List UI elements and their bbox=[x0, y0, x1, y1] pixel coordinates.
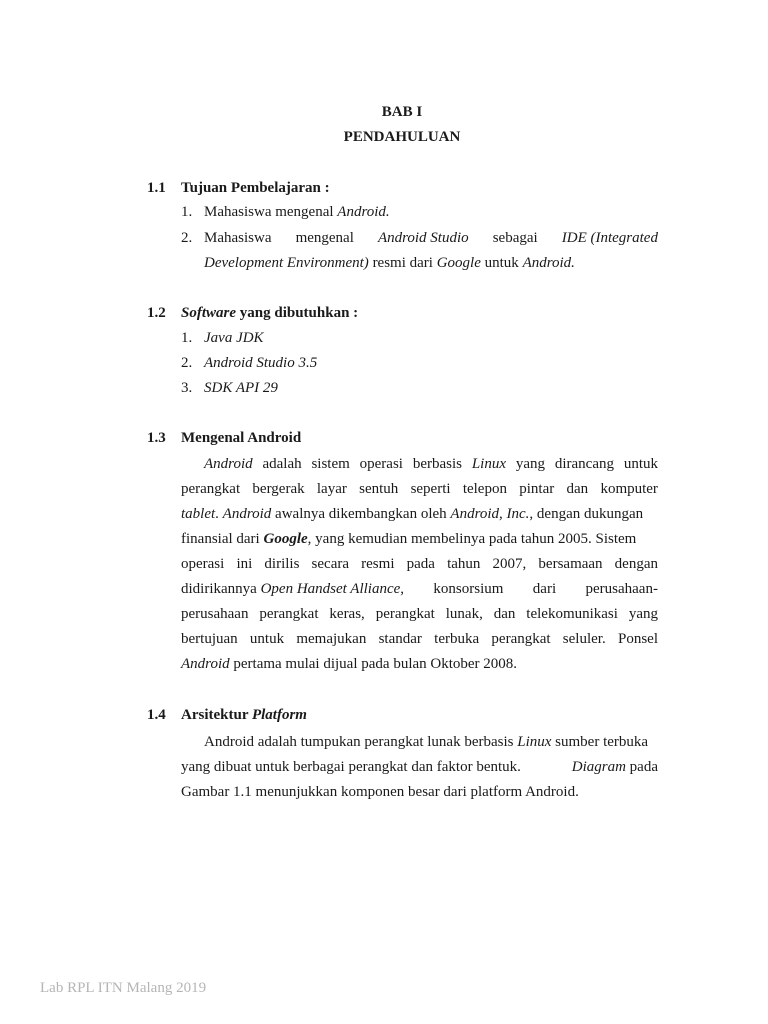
paragraph-line: perangkat bergerak layar sentuh seperti telepon pintar dan komputer bbox=[181, 481, 658, 497]
list-number: 3. bbox=[181, 380, 193, 396]
paragraph-line: didirikannya Open Handset Alliance, konsorsium dari perusahaan- bbox=[181, 581, 658, 597]
section-title: Mengenal Android bbox=[181, 430, 302, 446]
list-number: 1. bbox=[181, 330, 193, 346]
list-item: Mahasiswa mengenal Android. bbox=[204, 204, 390, 220]
paragraph-line: finansial dari Google, yang kemudian membelinya pada tahun 2005. Sistem bbox=[181, 531, 637, 547]
paragraph-line: Gambar 1.1 menunjukkan komponen besar dari platform Android. bbox=[181, 784, 579, 800]
chapter-number: BAB I bbox=[381, 104, 423, 120]
paragraph-line: Android adalah sistem operasi berbasis Linux yang dirancang untuk bbox=[204, 456, 658, 472]
section-title: Arsitektur Platform bbox=[181, 707, 307, 723]
chapter-title: PENDAHULUAN bbox=[343, 129, 461, 145]
section-number: 1.4 bbox=[147, 707, 166, 723]
list-item: SDK API 29 bbox=[204, 380, 278, 396]
page-footer: Lab RPL ITN Malang 2019 bbox=[40, 980, 207, 996]
paragraph-line: tablet. Android awalnya dikembangkan oleh Android, Inc., dengan dukungan bbox=[181, 506, 644, 522]
list-item-continuation: Development Environment) resmi dari Google untuk Android. bbox=[204, 255, 575, 271]
list-item: Mahasiswa mengenal Android Studio sebagai IDE (Integrated bbox=[204, 230, 658, 246]
section-title: Tujuan Pembelajaran : bbox=[181, 180, 330, 196]
list-number: 2. bbox=[181, 355, 193, 371]
paragraph-line: perusahaan perangkat keras, perangkat lunak, dan telekomunikasi yang bbox=[181, 606, 658, 622]
paragraph-line: Android pertama mulai dijual pada bulan Oktober 2008. bbox=[181, 656, 518, 672]
paragraph-line: bertujuan untuk memajukan standar terbuka perangkat seluler. Ponsel bbox=[181, 631, 658, 647]
section-number: 1.2 bbox=[147, 305, 166, 321]
section-number: 1.1 bbox=[147, 180, 166, 196]
list-number: 2. bbox=[181, 230, 193, 246]
list-item: Android Studio 3.5 bbox=[204, 355, 318, 371]
list-number: 1. bbox=[181, 204, 193, 220]
section-title: Software yang dibutuhkan : bbox=[181, 305, 359, 321]
list-item: Java JDK bbox=[204, 330, 264, 346]
paragraph-line: Android adalah tumpukan perangkat lunak berbasis Linux sumber terbuka bbox=[204, 734, 649, 750]
section-number: 1.3 bbox=[147, 430, 166, 446]
paragraph-line: operasi ini dirilis secara resmi pada tahun 2007, bersamaan dengan bbox=[181, 556, 658, 572]
paragraph-line: yang dibuat untuk berbagai perangkat dan faktor bentuk. Diagram pada bbox=[181, 759, 658, 775]
